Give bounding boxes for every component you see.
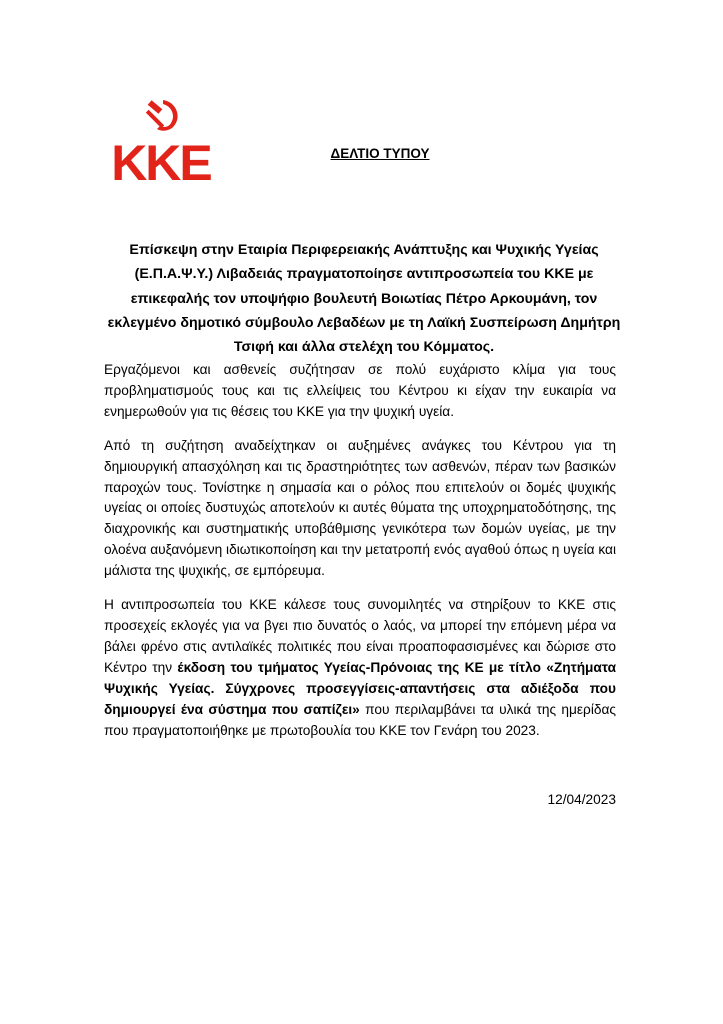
paragraph	[104, 595, 616, 741]
article-body	[104, 360, 616, 754]
paragraph-text: Η αντιπροσωπεία του ΚΚΕ κάλεσε τους συνομιλητές να στηρίξουν το ΚΚΕ στις προσεχείς εκλογές για να βγει πιο δυνατός ο λαός, να μπορεί την επόμενη μέρα να βάλει φρένο στις αντιλαϊκές πολιτικές που είναι προαποφασισμένες και δώρισε στο Κέντρο την	[104, 597, 616, 675]
kke-logo	[108, 96, 214, 188]
hammer-sickle-icon	[108, 96, 214, 188]
paragraph: Εργαζόμενοι και ασθενείς συζήτησαν σε πολύ ευχάριστο κλίμα για τους προβληματισμούς τους και τις ελλείψεις του Κέντρου κι είχαν την ευκαιρία να ενημερωθούν για τις θέσεις του ΚΚΕ για την ψυχική υγεία.	[104, 362, 616, 419]
svg-text:KKE: KKE	[111, 135, 211, 188]
release-date: 12/04/2023	[547, 792, 616, 807]
press-release-title: ΔΕΛΤΙΟ ΤΥΠΟΥ	[330, 146, 430, 161]
headline: Επίσκεψη στην Εταιρία Περιφερειακής Ανάπτυξης και Ψυχικής Υγείας (Ε.Π.Α.Ψ.Υ.) Λιβαδειάς πραγματοποίησε αντιπροσωπεία του ΚΚΕ με επικεφαλής τον υποψήφιο βουλευτή Βοιωτίας Πέτρο Αρκουμάνη, τον εκλεγμένο δημοτικό σύμβουλο Λεβαδέων με τη Λαϊκή Συσπείρωση Δημήτρη Τσιφή και άλλα στελέχη του Κόμματος.	[107, 242, 621, 356]
publication-title: έκδοση του τμήματος Υγείας-Πρόνοιας της ΚΕ με τίτλο «Ζητήματα Ψυχικής Υγείας. Σύγχρονες προσεγγίσεις-απαντήσεις στα αδιέξοδα που δημιουργεί ένα σύστημα που σαπίζει»	[104, 659, 616, 717]
paragraph-text: που περιλαμβάνει τα υλικά της ημερίδας που πραγματοποιήθηκε με πρωτοβουλία του ΚΚΕ τον Γενάρη του 2023.	[104, 701, 616, 738]
paragraph: Από τη συζήτηση αναδείχτηκαν οι αυξημένες ανάγκες του Κέντρου για τη δημιουργική απασχόληση και τις δραστηριότητες των ασθενών, πέραν των βασικών παροχών τους. Τονίστηκε η σημασία και ο ρόλος που επιτελούν οι δομές ψυχικής υγείας οι οποίες δυστυχώς αποτελούν κι αυτές θύματα της υποχρηματοδότησης, της διαχρονικής και συστηματικής υποβάθμισης γενικότερα των δομών υγείας, με την ολοένα αυξανόμενη ιδιωτικοποίηση και την μετατροπή ενός αγαθού όπως η υγεία και μάλιστα της ψυχικής, σε εμπόρευμα.	[104, 437, 616, 579]
